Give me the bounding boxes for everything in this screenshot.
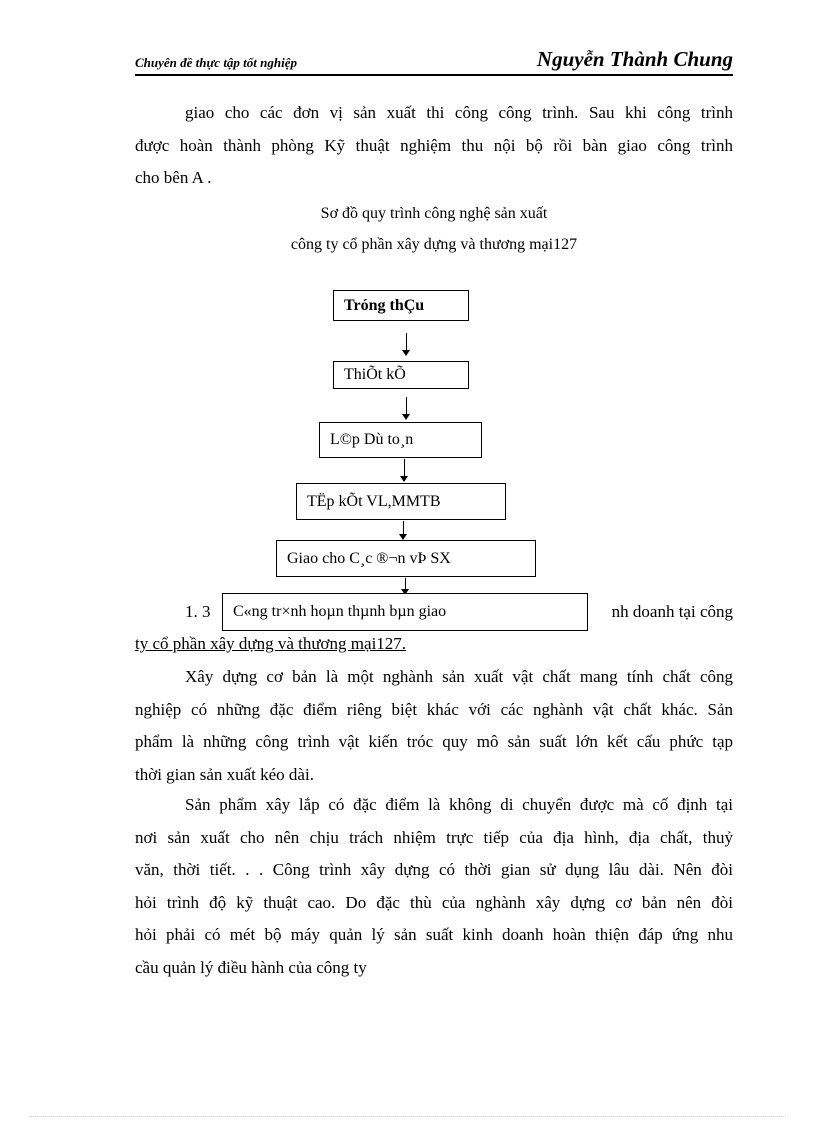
paragraph-line: cầu quản lý điều hành của công ty [135,957,367,977]
paragraph-line: thời gian sản xuất kéo dài. [135,764,314,784]
paragraph-line: phẩm là những công trình vật kiến tróc quy mô sản suất lớn kết cấu phức tạp [135,732,733,751]
flow-arrow [406,333,407,355]
page-header [135,46,733,76]
body-paragraph-1 [135,661,733,791]
diagram-caption-line1: Sơ đồ quy trình công nghệ sản xuất [320,205,548,222]
flow-step-design: ThiÕt kÕ [333,361,469,389]
intro-paragraph [135,97,733,195]
page-bottom-divider [30,1116,786,1117]
paragraph-line: hỏi trình độ kỹ thuật cao. Do đặc thù của nghành xây dựng cơ bản nên đòi [135,892,733,912]
body-paragraph-2 [135,789,733,984]
flow-step-bidding: Tróng thÇu [333,290,469,321]
header-document-title: Chuyên đề thực tập tốt nghiệp [135,55,297,70]
flow-arrow [406,397,407,419]
section-heading-number: 1. 3 [185,602,211,621]
paragraph-line: Xây dựng cơ bản là một nghành sản xuất vật chất mang tính chất công [185,667,733,686]
flow-arrow [403,521,404,539]
flow-arrow [404,459,405,481]
flow-step-materials: TËp kÕt VL,MMTB [296,483,506,520]
flow-step-assign-units: Giao cho C¸c ®¬n vÞ SX [276,540,536,577]
paragraph-line: hỏi phải có mét bộ máy quản lý sản suất kinh doanh hoàn thiện đáp ứng nhu [135,925,733,944]
diagram-caption-line2: công ty cổ phần xây dựng và thương mại127 [290,236,578,253]
section-heading-line2: ty cổ phần xây dựng và thương mại127. [135,634,407,653]
paragraph-line: nghiệp có những đặc điểm riêng biệt khác với các nghành vật chất khác. Sản [135,699,733,719]
flow-step-handover: C«ng tr×nh hoµn thµnh bµn giao [222,593,588,631]
paragraph-line: nơi sản xuất cho nên chịu trách nhiệm trực tiếp của địa hình, địa chất, thuỷ [135,827,733,847]
flow-arrow [405,578,406,594]
flow-step-estimate: L©p Dù to¸n [319,422,482,458]
header-author-name: Nguyễn Thành Chung [536,47,733,71]
paragraph-line: Sản phẩm xây lắp có đặc điểm là không di chuyển được mà cố định tại [185,795,733,814]
intro-line: cho bên A . [135,168,212,187]
paragraph-line: văn, thời tiết. . . Công trình xây dựng có thời gian sử dụng lâu dài. Nên đòi [135,860,733,879]
section-heading-tail: nh doanh tại công [611,602,733,621]
intro-line: được hoàn thành phòng Kỹ thuật nghiệm thu nội bộ rồi bàn giao công trình [135,135,733,155]
intro-line: giao cho các đơn vị sản xuất thi công công trình. Sau khi công trình [185,103,733,122]
